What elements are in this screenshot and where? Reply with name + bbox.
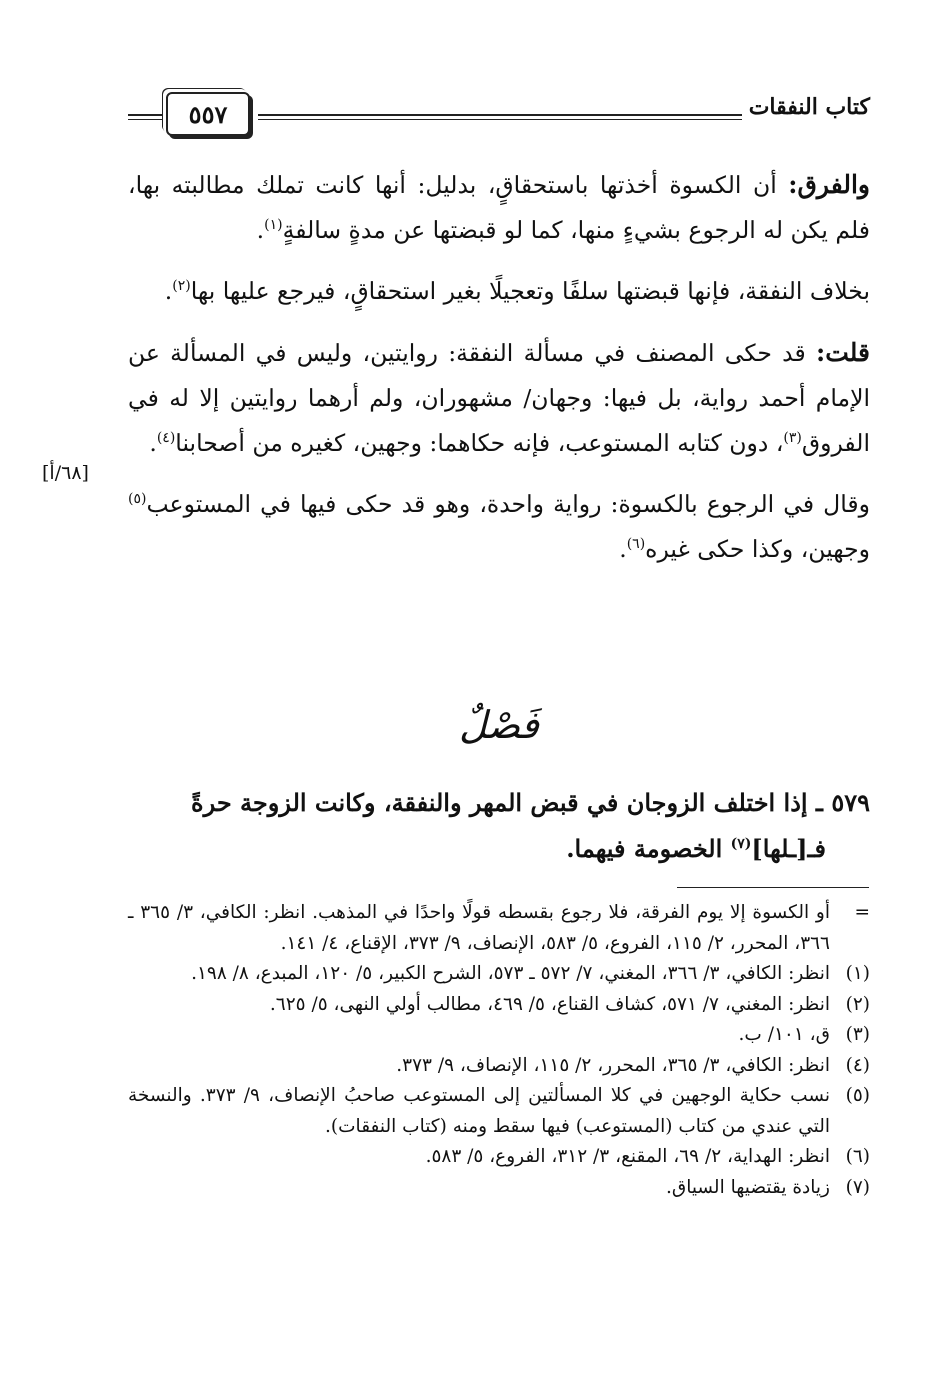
footnote-number: (٢): [845, 993, 870, 1015]
footnote-ref[interactable]: (٧): [730, 836, 752, 852]
paragraph-end: .: [164, 277, 173, 305]
footnote-ref[interactable]: (٣): [783, 430, 802, 447]
section-579: [128, 780, 870, 872]
footnote-text: نسب حكاية الوجهين في كلا المسألتين إلى المستوعب صاحبُ الإنصاف، ٩/ ٣٧٣. والنسخة التي عندي من كتاب (المستوعب) فيها سقط ومنه (كتاب النفقات).: [128, 1085, 830, 1137]
section-text: الخصومة فيهما.: [566, 834, 731, 863]
footnote-number: (٦): [845, 1146, 870, 1167]
running-header: [128, 92, 870, 138]
footnote-text: أو الكسوة إلا يوم الفرقة، فلا رجوع بقسطه قولًا واحدًا في المذهب. انظر: الكافي، ٣/ ٣٦٥ ـ ٣٦٦، المحرر، ٢/ ١١٥، الفروع، ٥/ ٥٨٣، الإنصاف، ٩/ ٣٧٣، الإقناع، ٤/ ١٤١.: [128, 902, 831, 954]
footnote-1: [128, 959, 870, 990]
footnote-number: (١): [845, 963, 870, 984]
main-text: [128, 162, 870, 588]
paragraph-kiswa: [128, 482, 870, 572]
footnote-3: [128, 1020, 870, 1051]
chapter-title: كتاب النفقات: [748, 94, 870, 120]
footnote-number: (٤): [845, 1054, 870, 1076]
paragraph-text: ، دون كتابه المستوعب، فإنه حكاهما: وجهين، كغيره من أصحابنا: [175, 429, 784, 457]
section-line-tail: [128, 826, 870, 872]
manuscript-folio-marker: [٦٨/أ]: [42, 462, 89, 484]
section-line: ٥٧٩ ـ إذا اختلف الزوجان في قبض المهر والنفقة، وكانت الزوجة حرةً: [191, 788, 870, 817]
footnote-ref[interactable]: (١): [264, 217, 283, 234]
footnote-text: انظر: الكافي، ٣/ ٣٦٦، المغني، ٧/ ٥٧٢ ـ ٥٧٣، الشرح الكبير، ٥/ ١٢٠، المبدع، ٨/ ١٩٨.: [191, 963, 830, 984]
paragraph-text: بخلاف النفقة، فإنها قبضتها سلفًا وتعجيلًا بغير استحقاقٍ، فيرجع عليها بها: [190, 277, 870, 305]
footnote-number: =: [854, 902, 870, 923]
page-number: ٥٥٧: [188, 99, 228, 129]
page-number-frame: [166, 92, 250, 136]
footnote-7: [128, 1173, 870, 1204]
fasl-heading: فَصْلٌ: [459, 703, 539, 747]
footnote-text: انظر: المغني، ٧/ ٥٧١، كشاف القناع، ٥/ ٤٦٩، مطالب أولي النهى، ٥/ ٦٢٥.: [269, 993, 830, 1015]
paragraph-end: .: [149, 429, 157, 457]
footnote-ref[interactable]: (٦): [626, 536, 646, 553]
paragraph-text: وجهين، وكذا حكى غيره: [645, 535, 870, 563]
header-rule-left: [128, 114, 162, 120]
footnote-continued: [128, 898, 870, 959]
footnote-number: (٣): [845, 1024, 870, 1045]
footnote-ref[interactable]: (٢): [172, 278, 191, 295]
paragraph-qultu: [128, 330, 870, 466]
footnote-ref[interactable]: (٥): [128, 491, 147, 508]
footnote-2: [128, 990, 870, 1021]
footnote-6: [128, 1142, 870, 1173]
paragraph-difference: [128, 162, 870, 253]
paragraph-text: قد حكى المصنف في مسألة النفقة: روايتين، وليس في المسألة عن الإمام أحمد رواية، بل فيها: وجهان/ مشهوران، ولم أرهما روايتين إلا له في الفروق: [128, 339, 870, 457]
header-rule-right: [258, 114, 742, 120]
paragraph-lead: قلت:: [815, 338, 870, 367]
footnote-text: انظر: الكافي، ٣/ ٣٦٥، المحرر، ٢/ ١١٥، الإنصاف، ٩/ ٣٧٣.: [396, 1054, 830, 1076]
paragraph-end: .: [256, 216, 265, 244]
footnote-text: انظر: الهداية، ٢/ ٦٩، المقنع، ٣/ ٣١٢، الفروع، ٥/ ٥٨٣.: [425, 1146, 830, 1167]
footnote-5: [128, 1081, 870, 1142]
paragraph-end: .: [619, 535, 627, 563]
paragraph-lead: والفرق:: [788, 170, 870, 199]
footnote-text: ق، ١٠١/ ب.: [738, 1024, 830, 1045]
section-text: فـ[ـلها]: [751, 834, 826, 863]
footnote-number: (٧): [845, 1176, 870, 1198]
paragraph-text: وقال في الرجوع بالكسوة: رواية واحدة، وهو قد حكى فيها في المستوعب: [146, 490, 870, 518]
footnote-separator: [677, 887, 869, 888]
footnote-4: [128, 1051, 870, 1082]
footnotes: [128, 898, 870, 1203]
footnote-ref[interactable]: (٤): [156, 430, 176, 447]
paragraph-text: أن الكسوة أخذتها باستحقاقٍ، بدليل: أنها كانت تملك مطالبته بها، فلم يكن له الرجوع بشيءٍ منها، كما لو قبضتها عن مدةٍ سالفةٍ: [128, 171, 870, 244]
paragraph-nafaqa: [128, 269, 870, 314]
footnote-text: زيادة يقتضيها السياق.: [665, 1176, 830, 1198]
footnote-number: (٥): [845, 1085, 870, 1106]
